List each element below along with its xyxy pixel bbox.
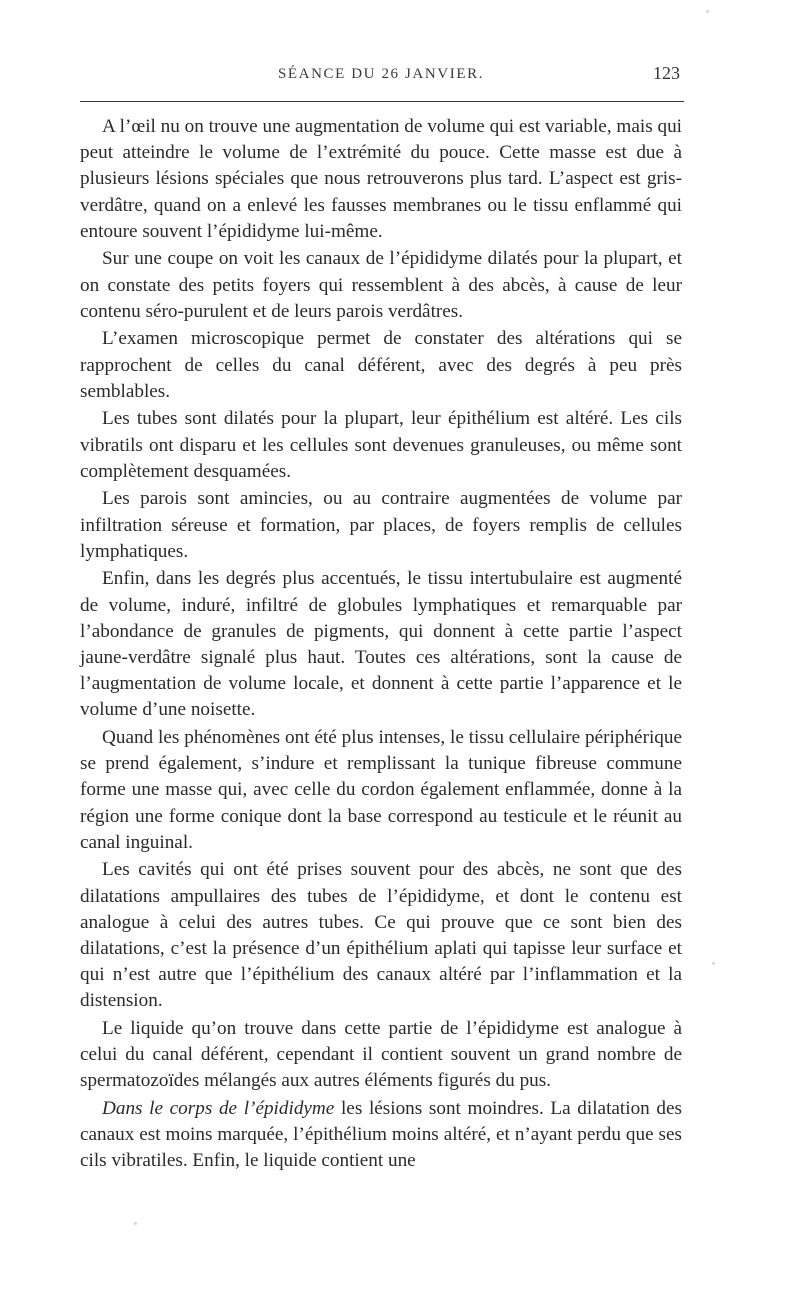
paragraph: A l’œil nu on trouve une augmentation de volume qui est variable, mais qui peut atteindre le volume de l’extrémité du pouce. Cette masse est due à plusieurs lésions spéciales que nous retrouverons plus tard. L’aspect est gris-verdâtre, quand on a enlevé les fausses membranes ou le tissu enflammé qui entoure souvent l’épididyme lui-même.: [80, 116, 682, 242]
paragraph: Enfin, dans les degrés plus accentués, le tissu intertubulaire est augmenté de volume, induré, infiltré de globules lymphatiques et remarquable par l’abondance de granules de pigments, qui donnent à cette partie l’aspect jaune-verdâtre signalé plus haut. Toutes ces altérations, sont la cause de l’augmentation de volume locale, et donnent à cette partie l’apparence et le volume d’une noisette.: [80, 568, 682, 721]
paragraph: Le liquide qu’on trouve dans cette partie de l’épididyme est analogue à celui du canal déférent, cependant il contient souvent un grand nombre de spermatozoïdes mélangés aux autres éléments figurés du pus.: [80, 1018, 682, 1092]
paper-speck: [134, 1222, 137, 1225]
paragraph: Sur une coupe on voit les canaux de l’épididyme dilatés pour la plupart, et on constate des petits foyers qui ressemblent à des abcès, à cause de leur contenu séro-purulent et de leurs parois verdâtres.: [80, 248, 682, 322]
paragraph: Les parois sont amincies, ou au contraire augmentées de volume par infiltration séreuse et formation, par places, de foyers remplis de cellules lymphatiques.: [80, 488, 682, 562]
paper-speck: [712, 962, 715, 965]
header-rule: [80, 101, 684, 102]
paragraph: Les cavités qui ont été prises souvent pour des abcès, ne sont que des dilatations ampullaires des tubes de l’épididyme, et dont le contenu est analogue à celui des autres tubes. Ce qui prouve que ce sont bien des dilatations, c’est la présence d’un épithélium aplati qui tapisse leur surface et qui n’est autre que l’épithélium des canaux altéré par l’inflammation et la distension.: [80, 859, 682, 1012]
page-number: 123: [653, 63, 680, 83]
paper-speck: [706, 10, 709, 13]
paragraph: L’examen microscopique permet de constater des altérations qui se rapprochent de celles du canal déférent, avec des degrés à peu près semblables.: [80, 328, 682, 402]
running-title: SÉANCE DU 26 JANVIER.: [277, 66, 485, 82]
running-head: [80, 60, 682, 94]
paragraph: Les tubes sont dilatés pour la plupart, leur épithélium est altéré. Les cils vibratils ont disparu et les cellules sont devenues granuleuses, ou même sont complètement desquamées.: [80, 408, 682, 482]
paragraph: Quand les phénomènes ont été plus intenses, le tissu cellulaire périphérique se prend également, s’indure et remplissant la tunique fibreuse commune forme une masse qui, avec celle du cordon également enflammée, donne à la région une forme conique dont la base correspond au testicule et le réunit au canal inguinal.: [80, 727, 682, 853]
paragraph-last-text: les lésions sont moindres. La dilatation des canaux est moins marquée, l’épithélium moins altéré, et n’ayant perdu que ses cils vibratiles. Enfin, le liquide contient une: [80, 1098, 682, 1172]
italic-lead: Dans le corps de l’épididyme: [102, 1098, 335, 1120]
body-text: [80, 114, 682, 1176]
paragraph-last: [80, 1096, 682, 1175]
